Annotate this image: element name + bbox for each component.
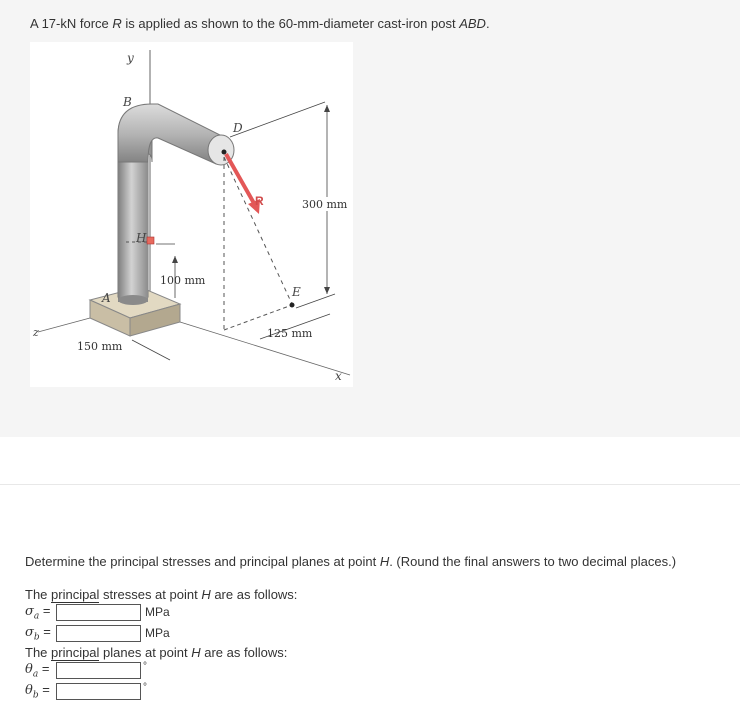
sigma-a-unit: MPa bbox=[145, 605, 170, 619]
theta-b-eq: = bbox=[38, 681, 50, 697]
stresses-heading-principal: principal bbox=[51, 587, 100, 602]
planes-heading-part-3: are as follows: bbox=[200, 645, 288, 660]
theta-a-input[interactable] bbox=[56, 662, 141, 679]
planes-heading-principal: principal bbox=[51, 645, 100, 660]
point-H-marker bbox=[147, 237, 154, 244]
dim-100-arrow bbox=[172, 256, 178, 263]
theta-a-symbol bbox=[25, 661, 56, 680]
point-D-label: D bbox=[233, 121, 243, 135]
theta-a-sub: a bbox=[32, 669, 39, 680]
point-E-label: E bbox=[292, 285, 301, 299]
theta-b-sub: b bbox=[32, 690, 39, 701]
dim-300-label: 300 mm bbox=[302, 198, 348, 211]
theta-b-char: θ bbox=[25, 682, 33, 698]
sigma-b-input[interactable] bbox=[56, 625, 141, 642]
sigma-a-input[interactable] bbox=[56, 604, 141, 621]
z-axis-label: z bbox=[33, 326, 39, 339]
theta-b-unit: ° bbox=[143, 681, 147, 693]
sigma-b-row bbox=[25, 623, 170, 643]
sigma-a-char: σ bbox=[25, 603, 34, 619]
sigma-b-symbol bbox=[25, 624, 56, 643]
theta-a-unit: ° bbox=[143, 660, 147, 672]
title-force-symbol: R bbox=[112, 16, 122, 31]
point-H-label: H bbox=[136, 231, 147, 245]
problem-title bbox=[30, 16, 490, 31]
post-diagram bbox=[30, 42, 353, 387]
title-period: . bbox=[485, 16, 490, 31]
dim-300-ext-top bbox=[230, 102, 325, 137]
post-shaft bbox=[118, 152, 148, 302]
dim-300-ext-bottom bbox=[296, 294, 335, 308]
stresses-heading-part: The bbox=[25, 587, 52, 602]
stresses-heading-part-3: are as follows: bbox=[210, 587, 298, 602]
section-separator bbox=[0, 484, 740, 485]
theta-b-row bbox=[25, 681, 147, 701]
planes-heading-part: The bbox=[25, 645, 52, 660]
dim-300-arrow-top bbox=[324, 105, 330, 112]
sigma-a-eq: = bbox=[39, 602, 51, 618]
theta-b-input[interactable] bbox=[56, 683, 141, 700]
stresses-heading-point: H bbox=[201, 587, 211, 602]
question-part: Determine the principal stresses and principal planes at point bbox=[25, 554, 380, 569]
theta-a-eq: = bbox=[38, 660, 50, 676]
question-text bbox=[25, 554, 676, 569]
z-axis bbox=[38, 318, 90, 332]
title-text: A 17-kN force bbox=[30, 16, 113, 31]
sigma-a-symbol bbox=[25, 603, 56, 622]
dim-150-label: 150 mm bbox=[77, 340, 123, 353]
planes-heading-part-2: planes at point bbox=[99, 645, 192, 660]
stresses-heading-part-2: stresses at point bbox=[99, 587, 202, 602]
point-B-label: B bbox=[123, 95, 132, 109]
dim-150-line bbox=[132, 340, 170, 360]
sigma-a-sub: a bbox=[33, 611, 40, 622]
point-D-dot bbox=[222, 150, 227, 155]
dim-300-arrow-bottom bbox=[324, 287, 330, 294]
sigma-b-unit: MPa bbox=[145, 626, 170, 640]
post-figure bbox=[30, 42, 353, 387]
point-E-dot bbox=[290, 303, 295, 308]
dashed-DE bbox=[224, 157, 292, 304]
sigma-b-sub: b bbox=[33, 632, 40, 643]
post-foot bbox=[118, 295, 148, 305]
planes-heading bbox=[25, 645, 287, 660]
planes-heading-point: H bbox=[191, 645, 201, 660]
x-axis-label: x bbox=[335, 369, 342, 383]
x-axis bbox=[180, 322, 350, 375]
force-R-label: R bbox=[255, 194, 264, 208]
point-A-label: A bbox=[102, 291, 111, 305]
question-part-2: . (Round the final answers to two decimal places.) bbox=[389, 554, 677, 569]
y-axis-label: y bbox=[127, 51, 134, 65]
dim-125-label: 125 mm bbox=[267, 327, 313, 340]
theta-b-symbol bbox=[25, 682, 56, 701]
title-post-name: ABD bbox=[459, 16, 486, 31]
sigma-b-eq: = bbox=[39, 623, 51, 639]
sigma-b-char: σ bbox=[25, 624, 34, 640]
question-point: H bbox=[379, 554, 390, 569]
dim-100-label: 100 mm bbox=[160, 274, 206, 287]
theta-a-row bbox=[25, 660, 147, 680]
sigma-a-row bbox=[25, 602, 170, 622]
title-text-2: is applied as shown to the 60-mm-diameter cast-iron post bbox=[121, 16, 460, 31]
force-arrow-shaft bbox=[226, 154, 255, 205]
stresses-heading bbox=[25, 587, 297, 602]
theta-a-char: θ bbox=[25, 661, 33, 677]
